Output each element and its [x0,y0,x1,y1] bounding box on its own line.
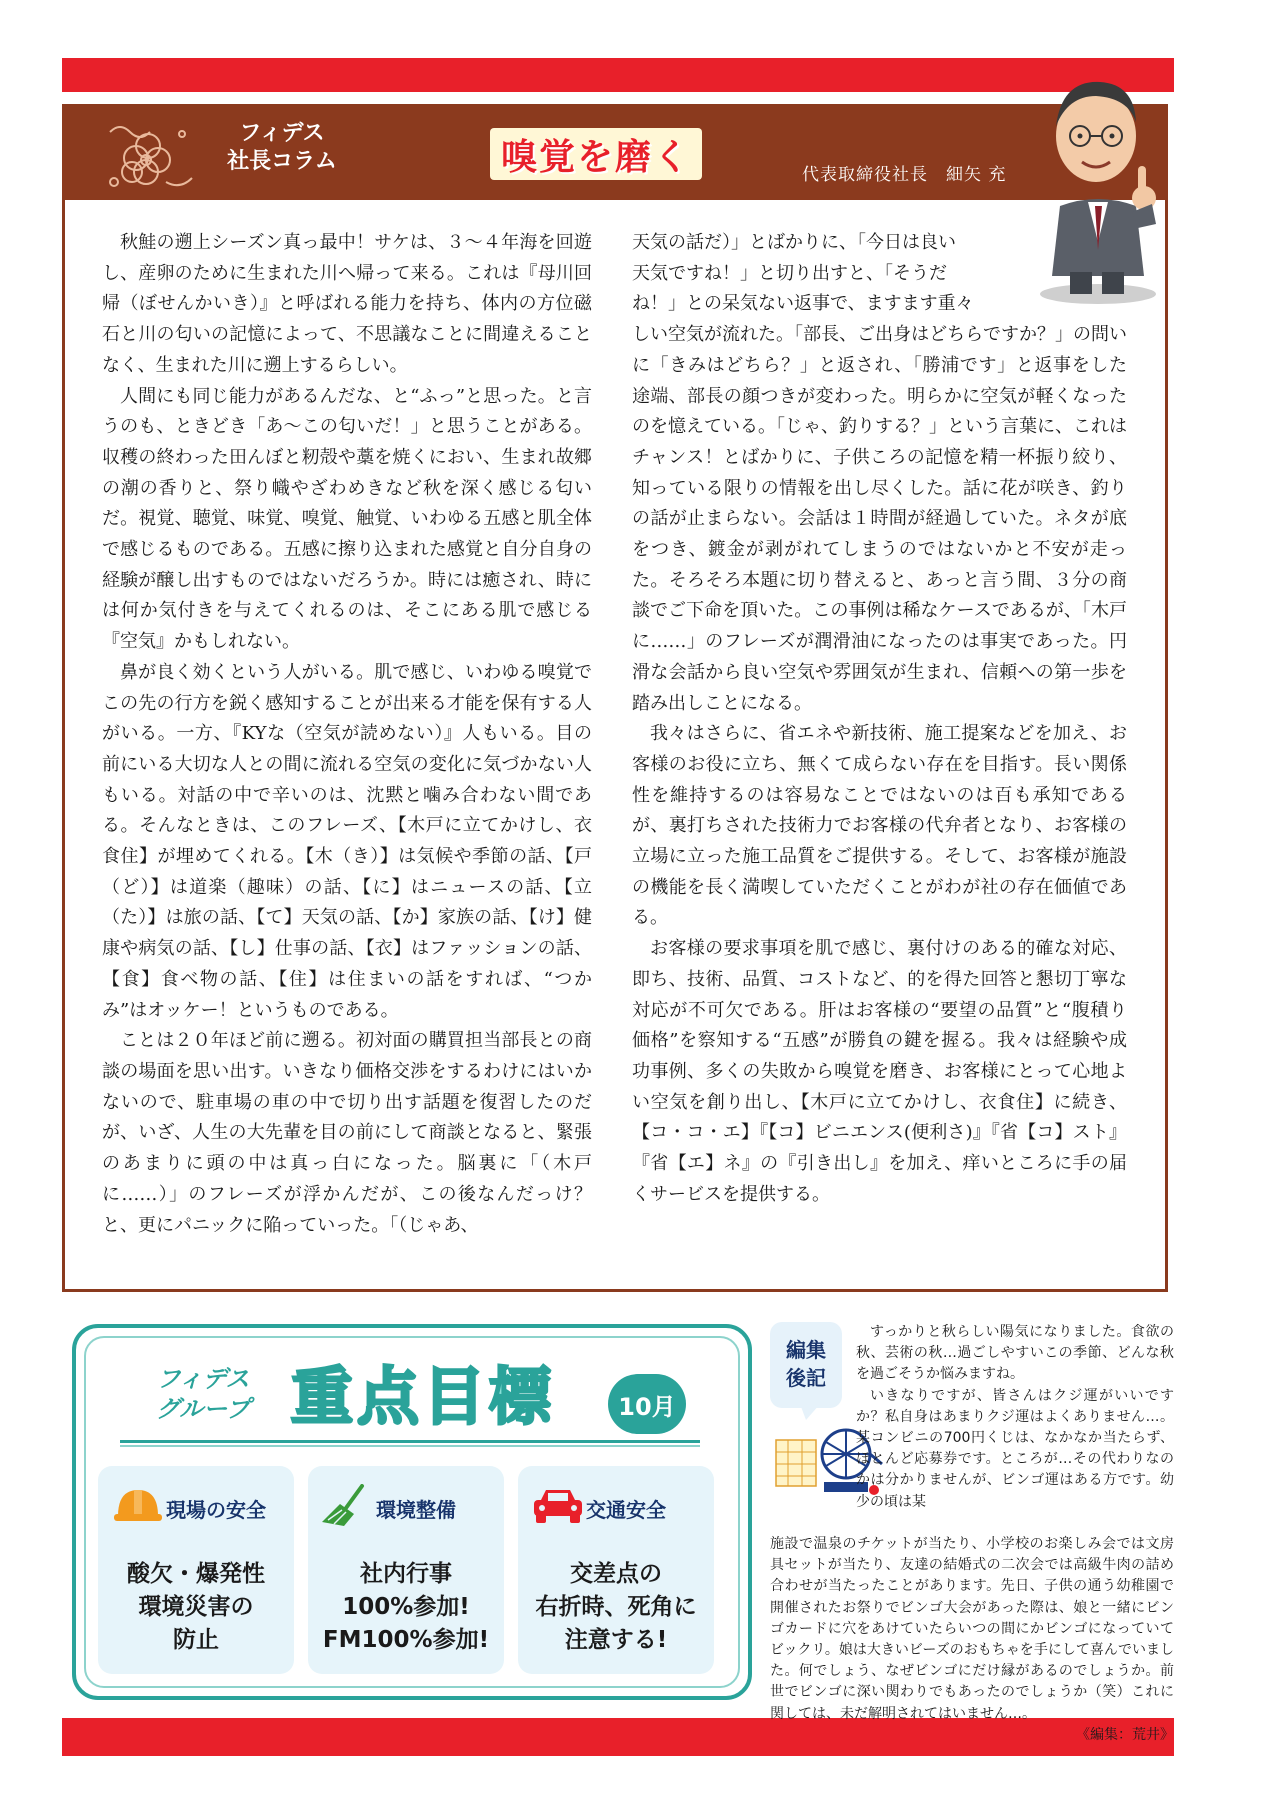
goals-group-label [128,1364,278,1424]
goal-line: 酸欠・爆発性 [127,1561,265,1587]
editor-note-top [856,1322,1174,1513]
goal-heading: 環境整備 [376,1498,456,1522]
goal-card-traffic-safety [518,1466,714,1674]
editor-note-paragraph: いきなりですが、皆さんはクジ運がいいですか？私自身はあまりクジ運はよくありません…。某コンビニの700円くじは、なかなか当たらず、ほとんど応募券です。ところが…その代わりなのかは分かりませんが、ビンゴ運はある方です。幼少の頃は某 [856,1387,1174,1510]
editor-note-paragraph: 施設で温泉のチケットが当たり、小学校のお楽しみ会では文房具セットが当たり、友達の結婚式の二次会では高級牛肉の詰め合わせが当たったことがあります。先日、子供の通う幼稚園で開催されたお祭りでビンゴ大会があった際は、娘と一緒にビンゴカードに穴をあけていたらいつの間にかビンゴになっていてビックリ。娘は大きいビーズのおもちゃを手にして喜んでいました。何でしょう、なぜビンゴにだけ縁があるのでしょうか。前世でビンゴに深い関わりでもあったのでしょうか（笑）これに関しては、未だ解明されてはいません…。 [770,1536,1174,1722]
editor-note-signature: 《編集：荒井》 [1076,1726,1174,1743]
hard-hat-icon [112,1484,164,1526]
column-paragraph: 我々はさらに、省エネや新技術、施工提案などを加え、お客様のお役に立ち、無くて成らない存在を目指す。長い関係性を維持するのは容易なことではないのは百も承知であるが、裏打ちされた技術力でお客様の代弁者となり、お客様の立場に立った施工品質をご提供する。そして、お客様が施設の機能を長く満喫していただくことがわが社の存在価値である。 [632,723,1127,929]
column-label-line2: 社長コラム [227,149,337,174]
column-header [62,106,1168,200]
column-paragraph: しい空気が流れた。「部長、ご出身はどちらですか？」の問いに「きみはどちら？」と返され、「勝浦です」と返事をした途端、部長の顔つきが変わった。明らかに空気が軽くなったのを憶えている。「じゃ、釣りする？」という言葉に、これはチャンス！とばかりに、子供ころの記憶を精一杯振り絞り、知っている限りの情報を出し尽くした。話に花が咲き、釣りの話が止まらない。会話は１時間が経過していた。ネタが底をつき、鍍金が剥がれてしまうのではないかと不安が走った。そろそろ本題に切り替えると、あっと言う間、３分の商談でご下命を頂いた。この事例は稀なケースであるが、「木戸に……」のフレーズが潤滑油になったのは事実であった。円滑な会話から良い空気や雰囲気が生まれ、信頼への第一歩を踏み出しことになる。 [632,324,1127,714]
goal-line: 防止 [173,1627,219,1653]
goal-card-site-safety [98,1466,294,1674]
column-label-line1: フィデス [239,121,325,146]
editor-note-badge-tail [800,1404,820,1420]
goal-body [308,1558,504,1657]
plum-blossom-icon [96,112,216,196]
goals-group-line1: フィデス [156,1365,250,1393]
column-line: 天気の話だ）」とばかりに、「今日は良い [632,232,956,253]
goal-heading: 現場の安全 [166,1498,266,1522]
column-left-text [102,228,592,1241]
column-label [202,120,362,176]
column-line: 天気ですね！」と切り出すと、「そうだ [632,262,947,284]
column-line: ね！」との呆気ない返事で、ますます重々 [632,293,974,315]
goal-heading: 交通安全 [586,1498,666,1522]
editor-badge-line1: 編集 [786,1338,826,1362]
top-red-bar [62,58,1174,92]
goals-title-underline [120,1440,700,1448]
column-paragraph: 人間にも同じ能力があるんだな、と“ふっ”と思った。と言うのも、ときどき「あ～この匂いだ！」と思うことがある。収穫の終わった田んぼと籾殻や藁を焼くにおい、生まれ故郷の潮の香りと、祭り幟やざわめきなど秋を深く感じる匂いだ。視覚、聴覚、味覚、嗅覚、触覚、いわゆる五感と肌全体で感じるものである。五感に擦り込まれた感覚と自分自身の経験が醸し出すものではないだろうか。時には癒され、時には何か気付きを与えてくれるのは、そこにある肌で感じる『空気』かもしれない。 [102,385,592,653]
goal-line: FM100%参加! [322,1627,490,1653]
goal-line: 100%参加! [342,1594,470,1620]
car-icon [532,1484,584,1526]
editor-note-badge-label [770,1336,842,1392]
column-paragraph: 秋鮭の遡上シーズン真っ最中！サケは、３～４年海を回遊し、産卵のために生まれた川へ帰って来る。これは『母川回帰（ぼせんかいき）』と呼ばれる能力を持ち、体内の方位磁石と川の匂いの記憶によって、不思議なことに間違えることなく、生まれた川に遡上するらしい。 [102,232,592,376]
goals-group-line2: グループ [155,1395,251,1423]
column-title-box [490,128,702,180]
goal-line: 社内行事 [360,1561,452,1587]
column-paragraph: ことは２０年ほど前に遡る。初対面の購買担当部長との商談の場面を思い出す。いきなり価格交渉をするわけにはいかないので、駐車場の車の中で切り出す話題を復習したのだが、いざ、人生の大先輩を目の前にして商談となると、緊張のあまりに頭の中は真っ白になった。脳裏に「（木戸に……）」のフレーズが浮かんだが、この後なんだっけ？と、更にパニックに陥っていった。「（じゃあ、 [102,1030,592,1236]
goal-card-environment [308,1466,504,1674]
column-title: 嗅覚を磨く [500,136,691,178]
editor-badge-line2: 後記 [786,1366,826,1390]
goal-line: 環境災害の [138,1594,254,1620]
column-author: 代表取締役社長 細矢 充 [802,165,1007,185]
goal-body [98,1558,294,1657]
editor-note-bottom [770,1534,1174,1746]
goal-body [518,1558,714,1657]
month-badge: 10月 [608,1374,686,1434]
goal-line: 右折時、死角に [535,1594,697,1620]
goal-line: 注意する! [564,1627,668,1653]
goal-line: 交差点の [570,1561,662,1587]
goals-title: 重点目標 [290,1360,555,1433]
column-right-text [632,228,1127,1211]
editor-note-paragraph: すっかりと秋らしい陽気になりました。食欲の秋、芸術の秋…過ごしやすいこの季節、どんな秋を過ごそうか悩みますね。 [856,1324,1174,1383]
broom-icon [322,1484,374,1526]
column-paragraph: お客様の要求事項を肌で感じ、裏付けのある的確な対応、即ち、技術、品質、コストなど、的を得た回答と懇切丁寧な対応が不可欠である。肝はお客様の“要望の品質”と“腹積り価格”を察知する“五感”が勝負の鍵を握る。我々は経験や成功事例、多くの失敗から嗅覚を磨き、お客様にとって心地よい空気を創り出し、【木戸に立てかけし、衣食住】に続き、【コ・コ・エ】『【コ】ビニエンス(便利さ)』『省【コ】スト』『省【エ】ネ』の『引き出し』を加え、痒いところに手の届くサービスを提供する。 [632,938,1127,1205]
column-paragraph: 鼻が良く効くという人がいる。肌で感じ、いわゆる嗅覚でこの先の行方を鋭く感知することが出来る才能を保有する人がいる。一方、『KYな（空気が読めない）』人もいる。目の前にいる大切な人との間に流れる空気の変化に気づかない人もいる。対話の中で辛いのは、沈黙と噛み合わない間である。そんなときは、このフレーズ、【木戸に立てかけし、衣食住】が埋めてくれる。【木（き）】は気候や季節の話、【戸（ど）】は道楽（趣味）の話、【に】はニュースの話、【立（た）】は旅の話、【て】天気の話、【か】家族の話、【け】健康や病気の話、【し】仕事の話、【衣】はファッションの話、【食】食べ物の話、【住】は住まいの話をすれば、“つかみ”はオッケー！というものである。 [102,661,592,1021]
